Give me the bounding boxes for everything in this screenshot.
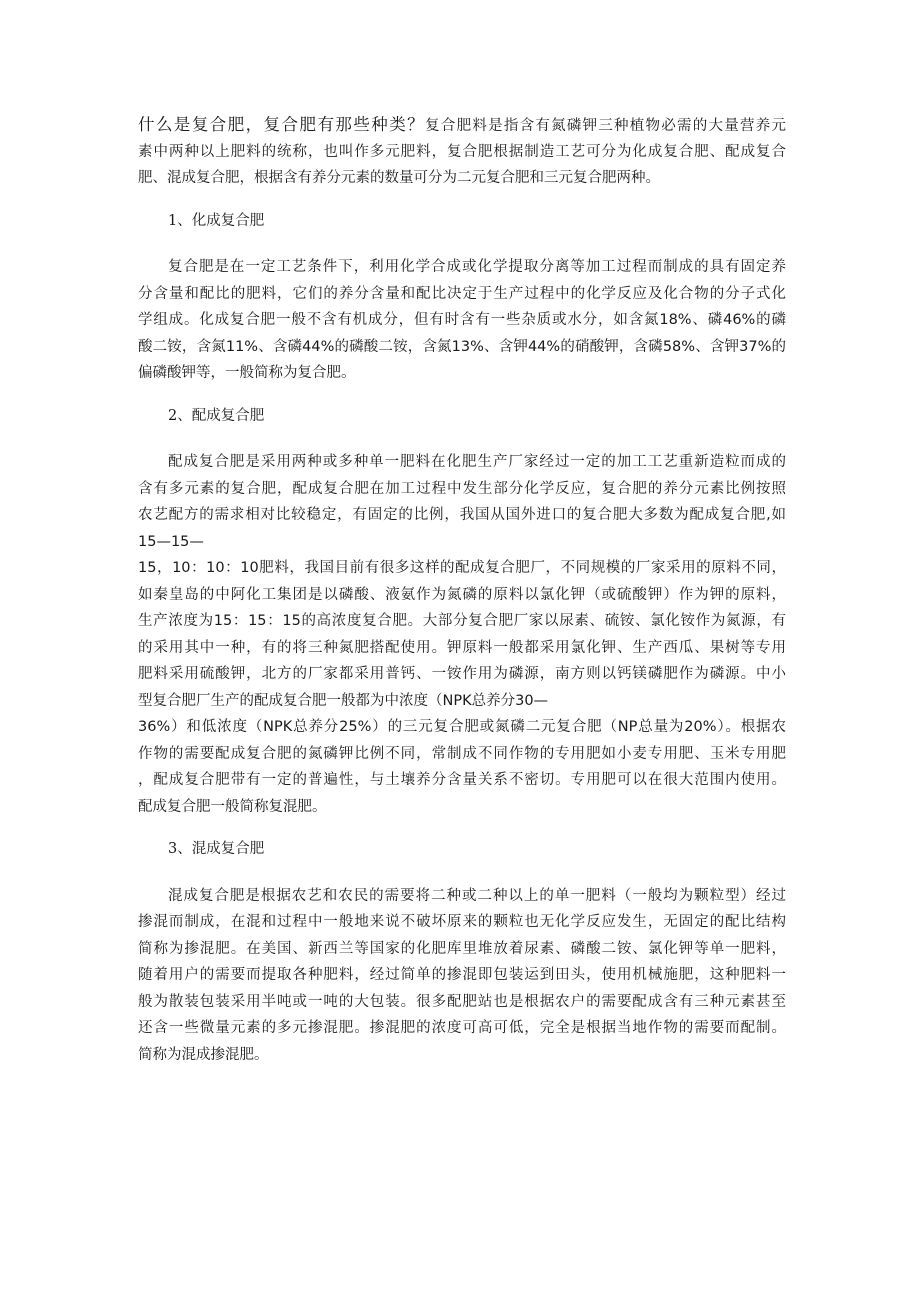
paragraph-line: 学组成。化成复合肥一般不含有机成分，但有时含有一些杂质或水分，如含氮18%、磷46%的磷	[138, 312, 786, 328]
paragraph-line: 混成复合肥是根据农艺和农民的需要将二种或二种以上的单一肥料（一般均为颗粒型）经过	[168, 887, 786, 904]
paragraph-line: 的采用其中一种，有的将三种氮肥搭配使用。钾原料一般都采用氯化钾、生产西瓜、果树等专用	[138, 639, 786, 656]
paragraph-line: 如秦皇岛的中阿化工集团是以磷酸、液氨作为氮磷的原料以氯化钾（或硫酸钾）作为钾的原料，	[138, 586, 786, 603]
paragraph-line: 农艺配方的需求相对比较稳定，有固定的比例，我国从国外进口的复合肥大多数为配成复合肥,如	[138, 507, 786, 523]
intro-line	[138, 112, 786, 139]
section-paragraph-1	[138, 254, 786, 387]
paragraph-line: 型复合肥厂生产的配成复合肥一般都为中浓度（NPK总养分30—	[138, 692, 549, 709]
paragraph-line: 掺混而制成，在混和过程中一般地来说不破坏原来的颗粒也无化学反应发生，无固定的配比结构	[138, 914, 786, 930]
section-heading-2: 2、配成复合肥	[168, 407, 265, 424]
paragraph-line: 作物的需要配成复合肥的氮磷钾比例不同，常制成不同作物的专用肥如小麦专用肥、玉米专用肥	[138, 745, 786, 762]
paragraph-line: 酸二铵，含氮11%、含磷44%的磷酸二铵，含氮13%、含钾44%的硝酸钾，含磷58%、含钾37%的	[138, 338, 786, 355]
paragraph-line: 般为散装包装采用半吨或一吨的大包装。很多配肥站也是根据农户的需要配成含有三种元素甚至	[138, 993, 786, 1010]
intro-lead-question: 什么是复合肥，复合肥有那些种类？	[138, 115, 426, 134]
paragraph-line: 简称为混成掺混肥。	[138, 1046, 269, 1063]
paragraph-line: 36%）和低浓度（NPK总养分25%）的三元复合肥或氮磷二元复合肥（NP总量为20%）。根据农	[138, 719, 786, 735]
paragraph-line: ，配成复合肥带有一定的普遍性，与土壤养分含量关系不密切。专用肥可以在很大范围内使用。	[138, 772, 786, 788]
paragraph-line: 配成复合肥是采用两种或多种单一肥料在化肥生产厂家经过一定的加工工艺重新造粒而成的	[168, 454, 786, 470]
paragraph-line: 配成复合肥一般简称复混肥。	[138, 798, 327, 815]
intro-line: 肥、混成复合肥，根据含有养分元素的数量可分为二元复合肥和三元复合肥两种。	[138, 170, 660, 186]
paragraph-line: 还含一些微量元素的多元掺混肥。掺混肥的浓度可高可低，完全是根据当地作物的需要而配制。	[138, 1020, 786, 1036]
intro-paragraph	[138, 112, 786, 192]
paragraph-line: 复合肥是在一定工艺条件下，利用化学合成或化学提取分离等加工过程而制成的具有固定养	[168, 259, 786, 275]
paragraph-line: 生产浓度为15：15：15的高浓度复合肥。大部分复合肥厂家以尿素、硫铵、氯化铵作为氮源，有	[138, 613, 786, 629]
section-heading-3: 3、混成复合肥	[168, 841, 265, 857]
document-page	[138, 112, 786, 1068]
intro-line-text: 复合肥料是指含有氮磷钾三种植物必需的大量营养元	[425, 118, 787, 134]
section-heading-1: 1、化成复合肥	[168, 212, 265, 229]
paragraph-line: 15—15—	[138, 533, 204, 550]
paragraph-line: 随着用户的需要而提取各种肥料，经过简单的掺混即包装运到田头，使用机械施肥，这种肥料一	[138, 967, 786, 983]
intro-line: 素中两种以上肥料的统称，也叫作多元肥料，复合肥根据制造工艺可分为化成复合肥、配成复合	[138, 143, 786, 160]
section-paragraph-3	[138, 883, 786, 1069]
paragraph-line: 肥料采用硫酸钾，北方的厂家都采用普钙、一铵作用为磷源，南方则以钙镁磷肥作为磷源。中小	[138, 666, 786, 682]
paragraph-line: 15，10：10：10肥料，我国目前有很多这样的配成复合肥厂，不同规模的厂家采用的原料不同，	[138, 560, 786, 576]
paragraph-line: 简称为掺混肥。在美国、新西兰等国家的化肥库里堆放着尿素、磷酸二铵、氯化钾等单一肥料，	[138, 940, 786, 957]
paragraph-line: 含有多元素的复合肥，配成复合肥在加工过程中发生部分化学反应，复合肥的养分元素比例按照	[138, 480, 786, 497]
paragraph-line: 偏磷酸钾等，一般简称为复合肥。	[138, 365, 356, 381]
paragraph-line: 分含量和配比的肥料，它们的养分含量和配比决定于生产过程中的化学反应及化合物的分子式化	[138, 285, 786, 302]
section-paragraph-2	[138, 449, 786, 820]
